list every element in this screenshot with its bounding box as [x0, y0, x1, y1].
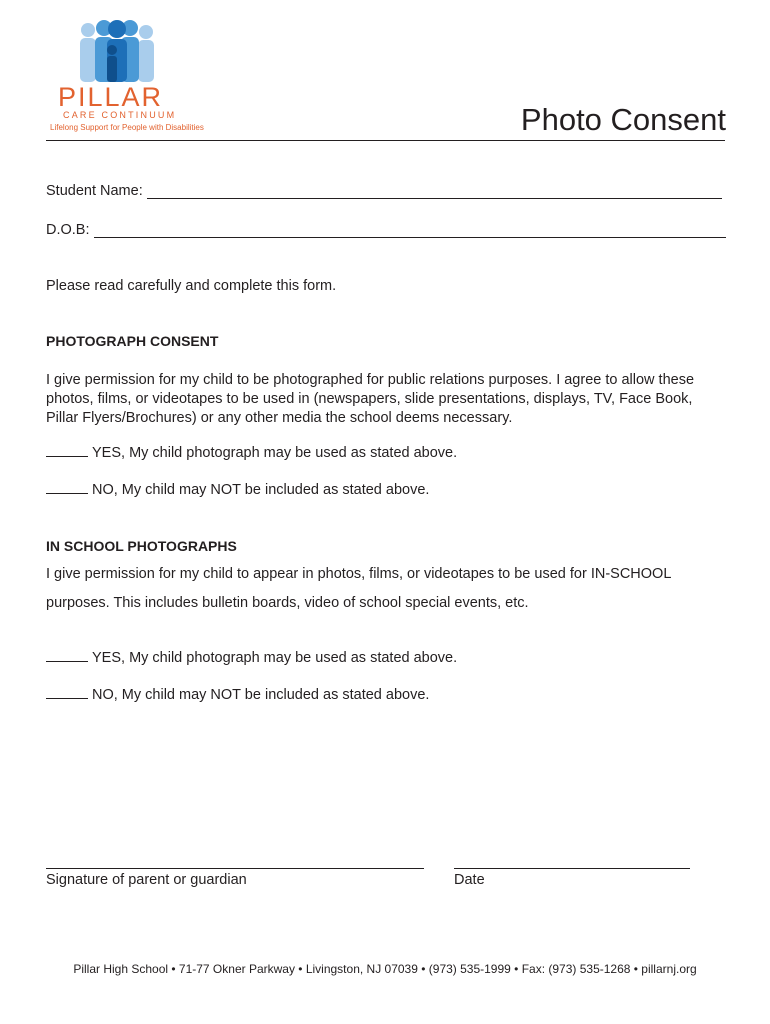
student-name-field[interactable]: [46, 183, 722, 199]
instructions-text: Please read carefully and complete this form.: [46, 278, 337, 294]
page-title: Photo Consent: [520, 102, 726, 137]
in-school-line-2: purposes. This includes bulletin boards, video of school special events, etc.: [46, 595, 529, 611]
student-name-label: Student Name:: [46, 183, 143, 199]
photograph-consent-paragraph: [46, 371, 736, 428]
yes-blank[interactable]: [46, 661, 88, 662]
yes-option-label: YES, My child photograph may be used as stated above.: [92, 445, 458, 461]
in-school-line-1: I give permission for my child to appear in photos, films, or videotapes to be used for IN-SCHOOL: [46, 566, 672, 582]
footer-contact-info: Pillar High School • 71-77 Okner Parkway • Livingston, NJ 07039 • (973) 535-1999 • Fax: (973) 535-1268 • pillarnj.org: [73, 962, 697, 976]
dob-label: D.O.B:: [46, 222, 90, 238]
no-option-label: NO, My child may NOT be included as stated above.: [92, 482, 430, 498]
paragraph-line: Pillar Flyers/Brochures) or any other media the school deems necessary.: [46, 410, 513, 426]
logo-name: PILLAR: [58, 82, 164, 112]
student-name-input[interactable]: [147, 185, 722, 199]
people-icon: [72, 20, 162, 82]
logo-subtitle: CARE CONTINUUM: [63, 110, 177, 120]
logo-tagline: Lifelong Support for People with Disabilities: [50, 123, 204, 132]
photograph-no-option[interactable]: [46, 482, 429, 498]
yes-blank[interactable]: [46, 456, 88, 457]
photograph-consent-heading: PHOTOGRAPH CONSENT: [46, 333, 219, 349]
parent-signature-line[interactable]: [46, 868, 424, 869]
dob-input[interactable]: [94, 224, 726, 238]
title-divider: [46, 140, 725, 141]
in-school-yes-option[interactable]: [46, 650, 457, 666]
no-option-label: NO, My child may NOT be included as stated above.: [92, 687, 430, 703]
photograph-yes-option[interactable]: [46, 445, 457, 461]
no-blank[interactable]: [46, 698, 88, 699]
yes-option-label: YES, My child photograph may be used as stated above.: [92, 650, 458, 666]
dob-field[interactable]: [46, 222, 726, 238]
pillar-logo: [50, 20, 204, 138]
date-line[interactable]: [454, 868, 690, 869]
parent-signature-label: Signature of parent or guardian: [46, 872, 247, 888]
in-school-no-option[interactable]: [46, 687, 429, 703]
no-blank[interactable]: [46, 493, 88, 494]
paragraph-line: photos, films, or videotapes to be used in (newspapers, slide presentations, displays, TV, Face Book,: [46, 391, 693, 407]
date-label: Date: [454, 872, 485, 888]
paragraph-line: I give permission for my child to be photographed for public relations purposes. I agree to allow these: [46, 372, 695, 388]
in-school-heading: IN SCHOOL PHOTOGRAPHS: [46, 538, 237, 554]
